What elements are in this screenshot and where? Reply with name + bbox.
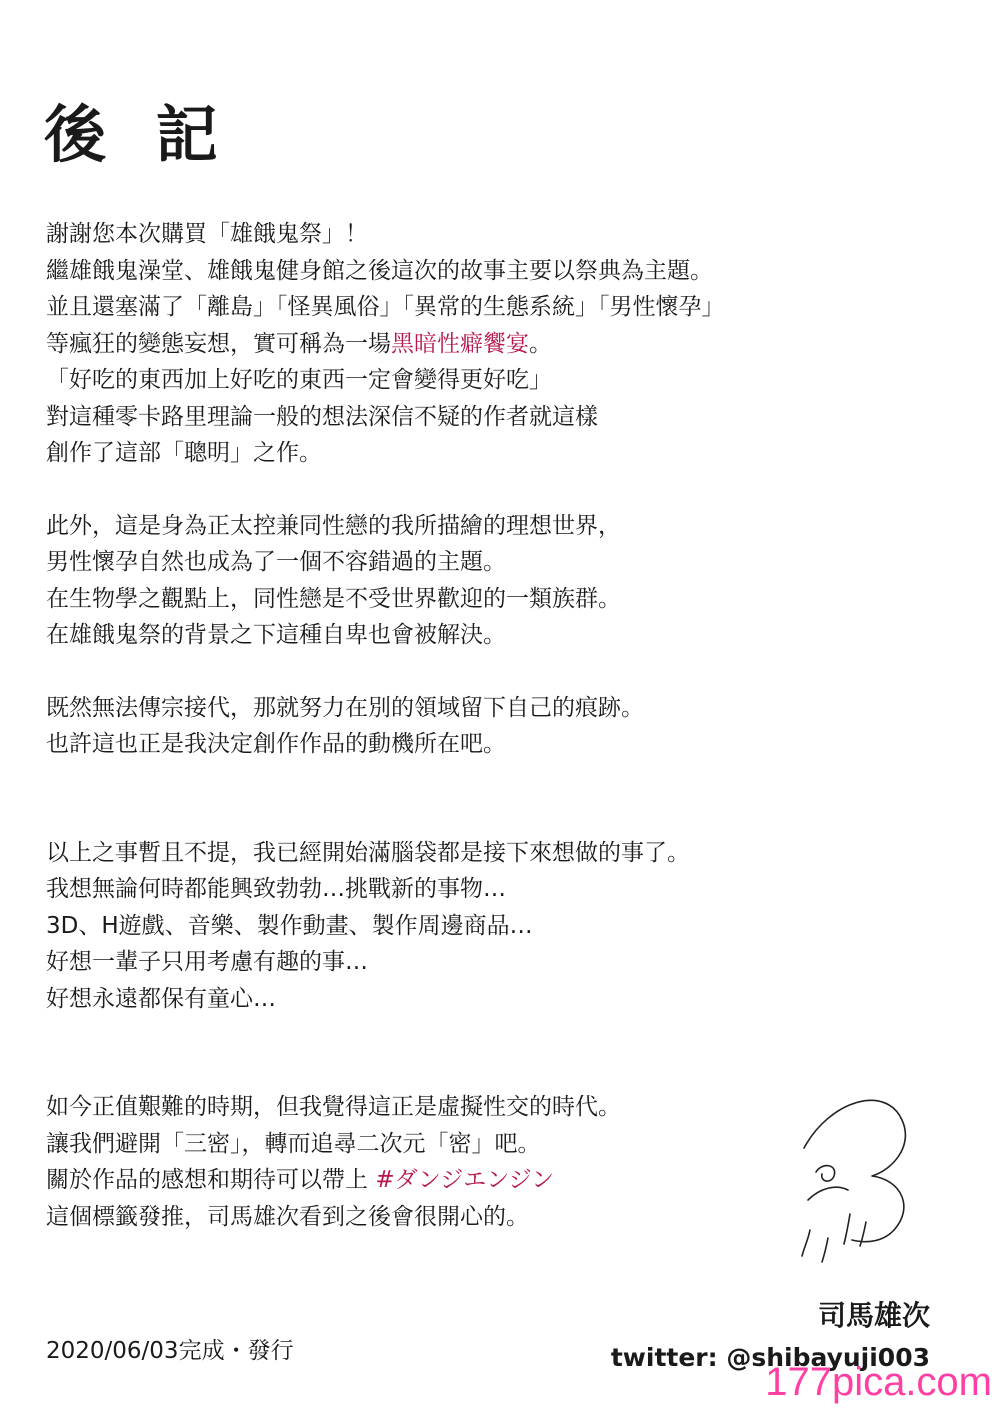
text-segment: 。 — [529, 330, 552, 357]
highlight-text-line — [46, 326, 926, 363]
text-line: 「好吃的東西加上好吃的東西一定會變得更好吃」 — [46, 367, 552, 393]
text-line: 如今正值艱難的時期，但我覺得這正是虛擬性交的時代。 — [46, 1094, 621, 1120]
text-line: 對這種零卡路里理論一般的想法深信不疑的作者就這樣 — [46, 403, 598, 430]
text-line: 這個標籤發推，司馬雄次看到之後會很開心的。 — [46, 1203, 529, 1230]
twitter-handle[interactable]: twitter: @shibayuji003 — [610, 1343, 930, 1372]
text-line: 在生物學之觀點上，同性戀是不受世界歡迎的一類族群。 — [46, 585, 621, 612]
page-title: 後 記 — [44, 98, 232, 171]
text-line: 好想永遠都保有童心… — [46, 985, 276, 1012]
text-line: 好想一輩子只用考慮有趣的事… — [46, 949, 368, 975]
author-name: 司馬雄次 — [817, 1299, 930, 1332]
text-line: 3D、H遊戲、音樂、製作動畫、製作周邊商品… — [46, 912, 533, 939]
paragraph-thanks — [46, 216, 926, 472]
text-line: 謝謝您本次購買「雄餓鬼祭」！ — [46, 221, 368, 247]
text-segment: 關於作品的感想和期待可以帶上 — [46, 1167, 376, 1193]
text-line: 以上之事暫且不提，我已經開始滿腦袋都是接下來想做的事了。 — [46, 839, 690, 866]
text-line: 在雄餓鬼祭的背景之下這種自卑也會被解決。 — [46, 622, 506, 648]
paragraph-future-plans — [46, 835, 926, 1018]
publication-date: 2020/06/03完成・發行 — [46, 1338, 294, 1364]
text-line: 讓我們避開「三密」，轉而追尋二次元「密」吧。 — [46, 1130, 541, 1157]
text-line: 此外，這是身為正太控兼同性戀的我所描繪的理想世界， — [46, 512, 621, 539]
text-line: 既然無法傳宗接代，那就努力在別的領域留下自己的痕跡。 — [46, 694, 644, 721]
paragraph-ideal-world — [46, 508, 926, 654]
highlighted-phrase: 黑暗性癖饗宴 — [391, 330, 529, 357]
text-line: 並且還塞滿了「離島」「怪異風俗」「異常的生態系統」「男性懷孕」 — [46, 294, 725, 320]
text-line: 我想無論何時都能興致勃勃…挑戰新的事物… — [46, 876, 506, 902]
hashtag-link[interactable]: #ダンジエンジン — [375, 1167, 555, 1193]
paragraph-motivation — [46, 690, 926, 763]
signature-drawing — [790, 1080, 930, 1270]
site-watermark: 177pica.com — [765, 1360, 992, 1404]
text-line: 男性懷孕自然也成為了一個不容錯過的主題。 — [46, 549, 506, 575]
text-line: 也許這也正是我決定創作作品的動機所在吧。 — [46, 731, 506, 757]
text-segment: 等瘋狂的變態妄想，實可稱為一場 — [46, 330, 391, 357]
text-line: 繼雄餓鬼澡堂、雄餓鬼健身館之後這次的故事主要以祭典為主題。 — [46, 257, 713, 284]
text-line: 創作了這部「聰明」之作。 — [46, 440, 322, 466]
